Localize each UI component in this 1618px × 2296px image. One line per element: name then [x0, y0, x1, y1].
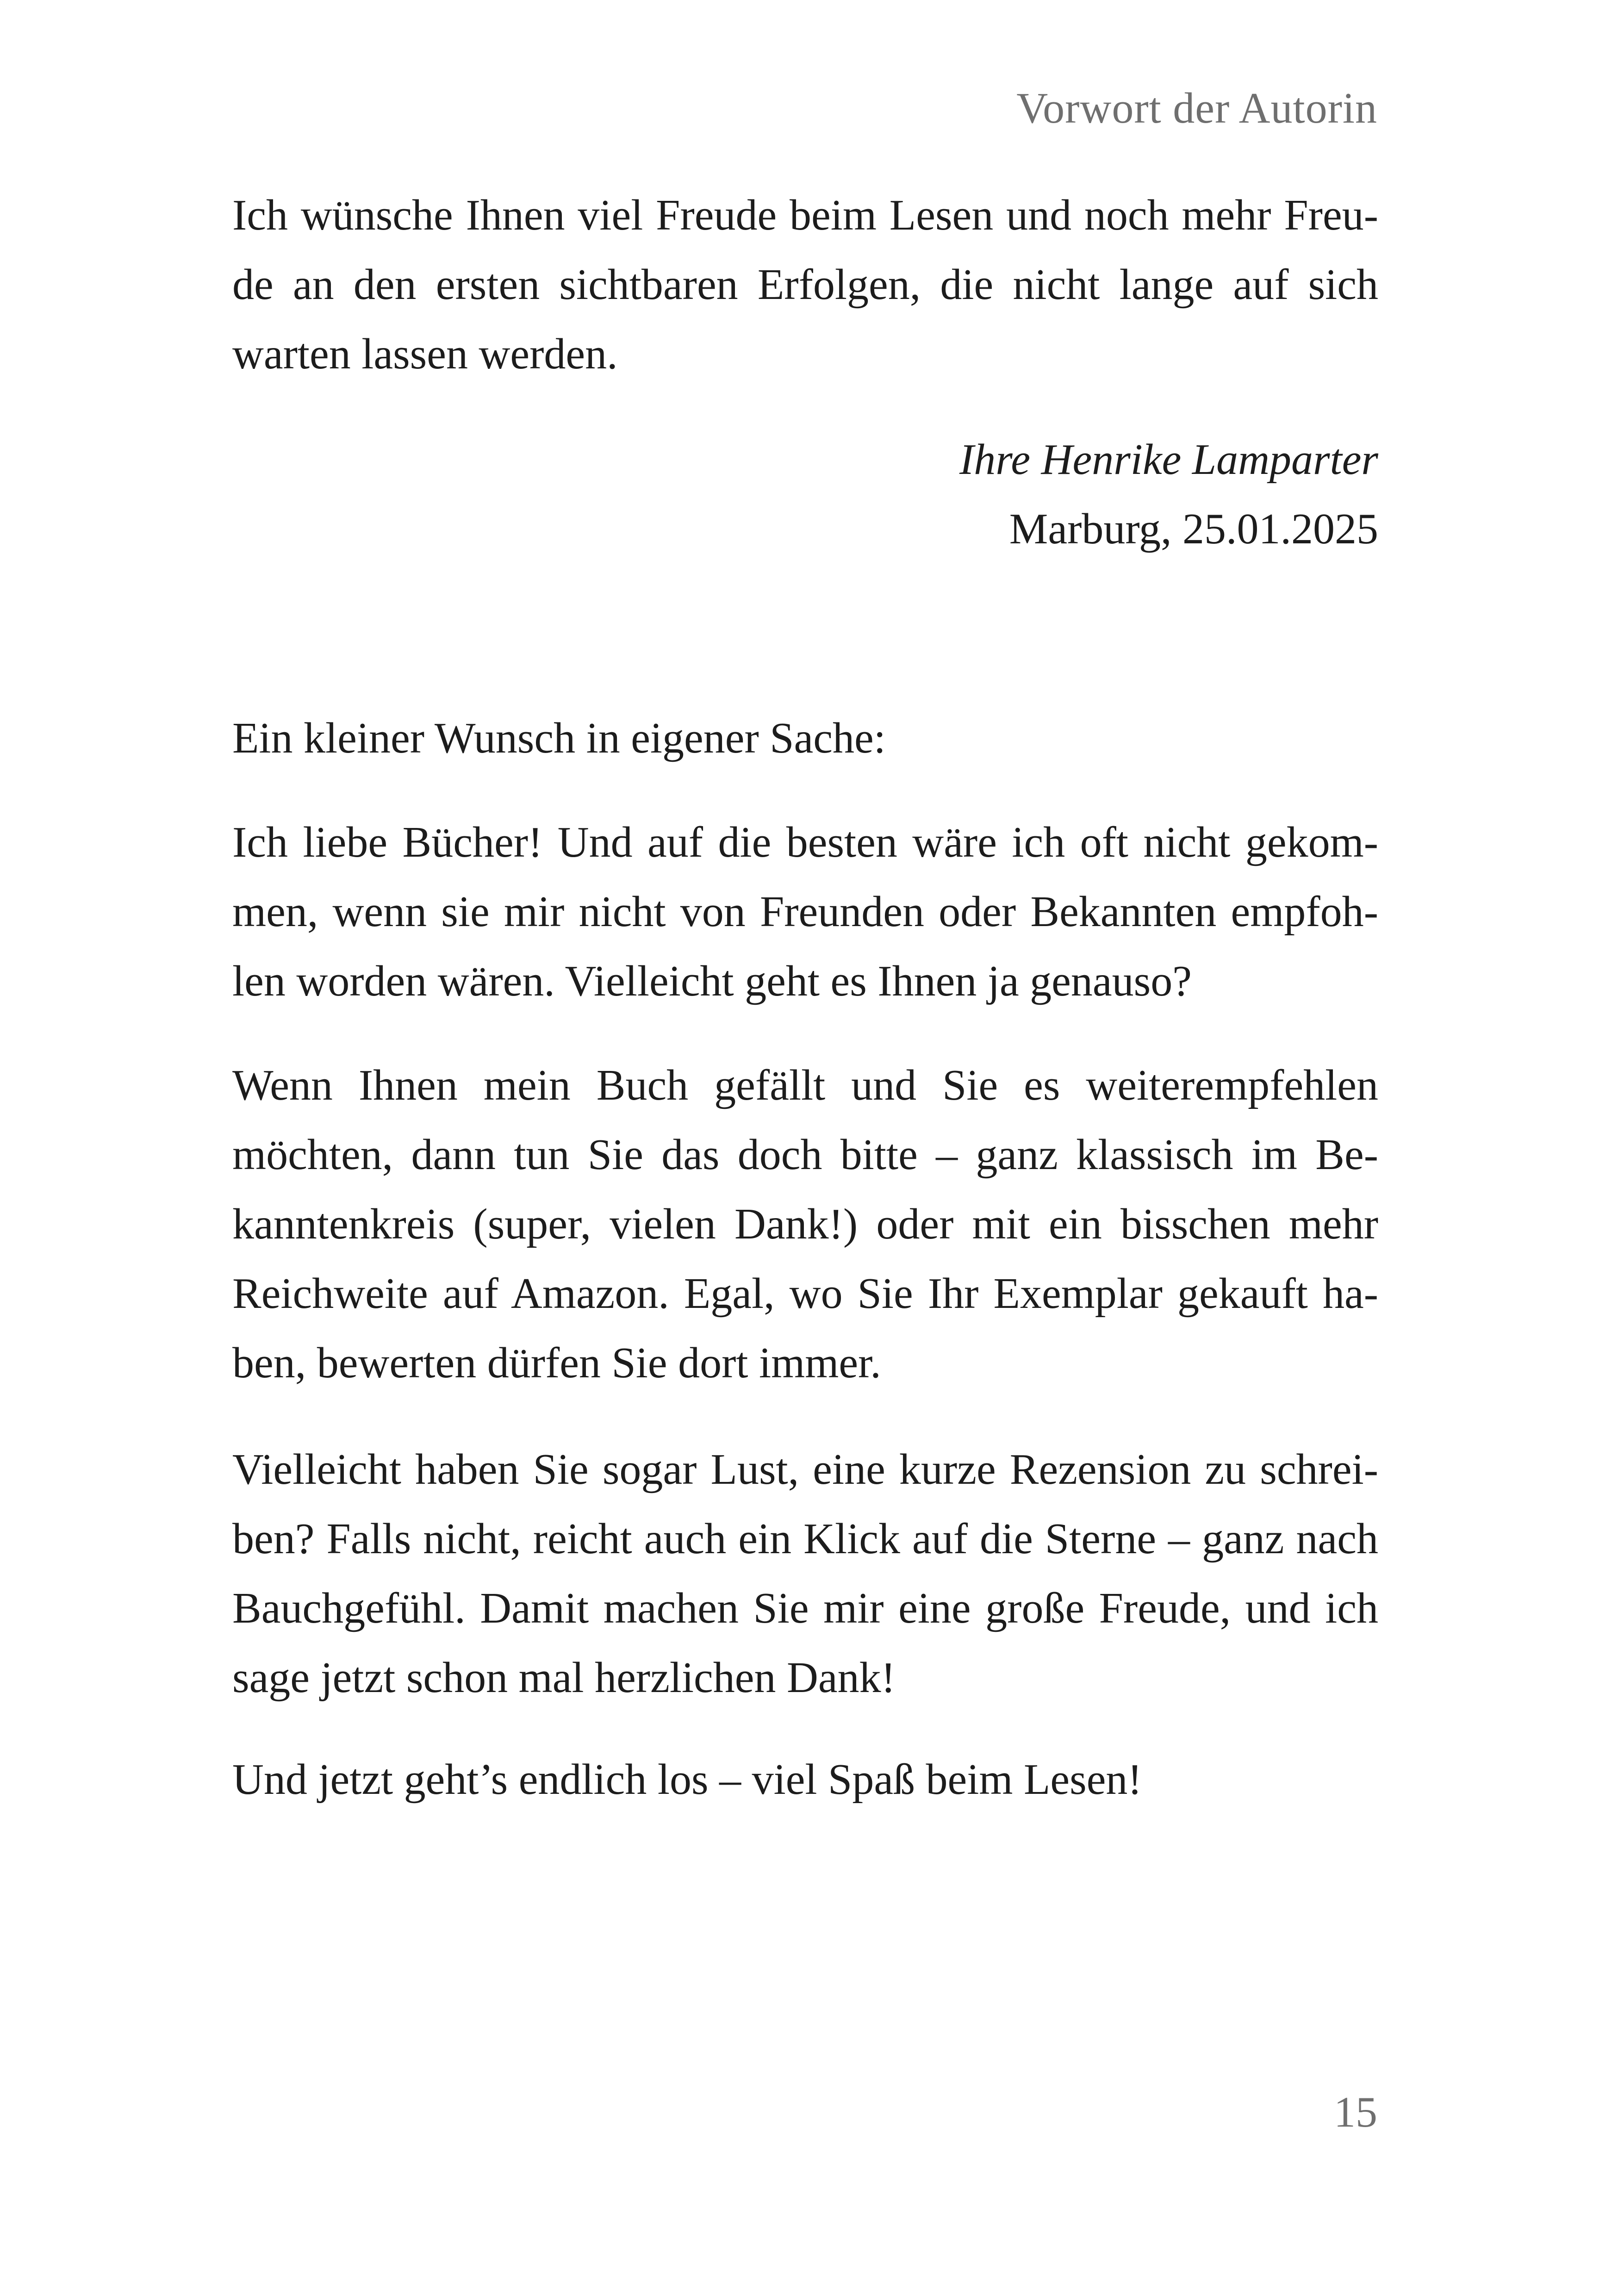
signature-block	[959, 425, 1378, 564]
paragraph-review-text: Vielleicht haben Sie sogar Lust, eine kurze Rezension zu schreiben? Falls nicht, reicht auch ein Klick auf die Sterne – ganz nach Bauchgefühl. Damit machen Sie mir eine große Freude, und ich sage jetzt schon mal herzlichen Dank!	[232, 1445, 1378, 1702]
intro-paragraph	[232, 180, 1378, 389]
paragraph-recommend	[232, 1051, 1378, 1398]
place-date: Marburg, 25.01.2025	[1009, 505, 1378, 553]
paragraph-books-text: Ich liebe Bücher! Und auf die besten wäre ich oft nicht gekommen, wenn sie mir nicht von Freunden oder Bekannten empfohlen worden wären. Vielleicht geht es Ihnen ja genauso?	[232, 818, 1378, 1005]
intro-text: Ich wünsche Ihnen viel Freude beim Lesen und noch mehr Freude an den ersten sichtbaren Erfolgen, die nicht lange auf sich warten lassen werden.	[232, 191, 1378, 378]
page-number: 15	[1334, 2088, 1377, 2136]
paragraph-closing	[232, 1745, 1378, 1814]
author-signature: Ihre Henrike Lamparter	[959, 436, 1378, 484]
wish-heading: Ein kleiner Wunsch in eigener Sache:	[232, 714, 886, 762]
paragraph-books	[232, 808, 1378, 1016]
paragraph-closing-text: Und jetzt geht’s endlich los – viel Spaß beim Lesen!	[232, 1755, 1142, 1804]
running-head: Vorwort der Autorin	[1016, 84, 1377, 132]
wish-heading-block	[232, 703, 1378, 773]
paragraph-review	[232, 1435, 1378, 1712]
paragraph-recommend-text: Wenn Ihnen mein Buch gefällt und Sie es weiterempfehlen möchten, dann tun Sie das doch bitte – ganz klassisch im Bekanntenkreis (super, vielen Dank!) oder mit ein bisschen mehr Reichweite auf Amazon. Egal, wo Sie Ihr Exemplar gekauft haben, bewerten dürfen Sie dort immer.	[232, 1061, 1378, 1387]
